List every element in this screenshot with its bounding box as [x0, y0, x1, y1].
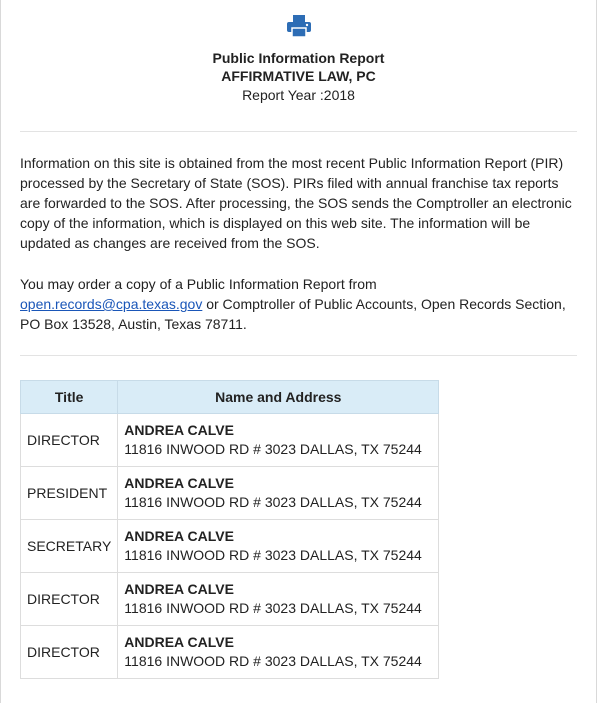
officer-address: 11816 INWOOD RD # 3023 DALLAS, TX 75244 — [124, 441, 422, 457]
officer-title: DIRECTOR — [21, 626, 118, 679]
officer-name: ANDREA CALVE — [124, 634, 234, 650]
officer-name: ANDREA CALVE — [124, 422, 234, 438]
officer-title: SECRETARY — [21, 520, 118, 573]
printer-icon[interactable] — [285, 14, 313, 38]
info-content — [1, 153, 596, 334]
officer-address: 11816 INWOOD RD # 3023 DALLAS, TX 75244 — [124, 653, 422, 669]
table-header-row — [21, 381, 439, 414]
report-year: Report Year :2018 — [242, 87, 355, 103]
table-row — [21, 573, 439, 626]
officer-name-address — [118, 520, 439, 573]
officer-name: ANDREA CALVE — [124, 581, 234, 597]
officer-name: ANDREA CALVE — [124, 475, 234, 491]
officer-name-address — [118, 467, 439, 520]
table-row — [21, 520, 439, 573]
table-row — [21, 414, 439, 467]
report-title: Public Information Report — [212, 50, 385, 66]
table-row — [21, 467, 439, 520]
content-divider — [20, 355, 577, 356]
report-header — [1, 0, 596, 117]
order-prefix: You may order a copy of a Public Information Report from — [20, 276, 377, 292]
officer-title: DIRECTOR — [21, 573, 118, 626]
officer-name-address — [118, 573, 439, 626]
open-records-email-link[interactable]: open.records@cpa.texas.gov — [20, 296, 203, 312]
officer-name-address — [118, 414, 439, 467]
order-suffix: or Comptroller of Public Accounts, Open Records Section, PO Box 13528, Austin, Texas 78711. — [20, 296, 566, 332]
column-header-title: Title — [21, 381, 118, 414]
header-divider — [20, 131, 577, 132]
officers-table — [20, 380, 439, 679]
officer-title: PRESIDENT — [21, 467, 118, 520]
officer-name-address — [118, 626, 439, 679]
officer-address: 11816 INWOOD RD # 3023 DALLAS, TX 75244 — [124, 494, 422, 510]
table-row — [21, 626, 439, 679]
column-header-name-address: Name and Address — [118, 381, 439, 414]
officer-title: DIRECTOR — [21, 414, 118, 467]
order-paragraph — [20, 274, 577, 334]
info-paragraph: Information on this site is obtained from the most recent Public Information Report (PIR) processed by the Secretary of State (SOS). PIRs filed with annual franchise tax reports are forwarded to the SOS. After processing, the SOS sends the Comptroller an electronic copy of the information, which is displayed on this web site. The information will be updated as changes are received from the SOS. — [20, 155, 572, 251]
company-name: AFFIRMATIVE LAW, PC — [221, 68, 376, 84]
officer-address: 11816 INWOOD RD # 3023 DALLAS, TX 75244 — [124, 600, 422, 616]
officer-address: 11816 INWOOD RD # 3023 DALLAS, TX 75244 — [124, 547, 422, 563]
officer-name: ANDREA CALVE — [124, 528, 234, 544]
